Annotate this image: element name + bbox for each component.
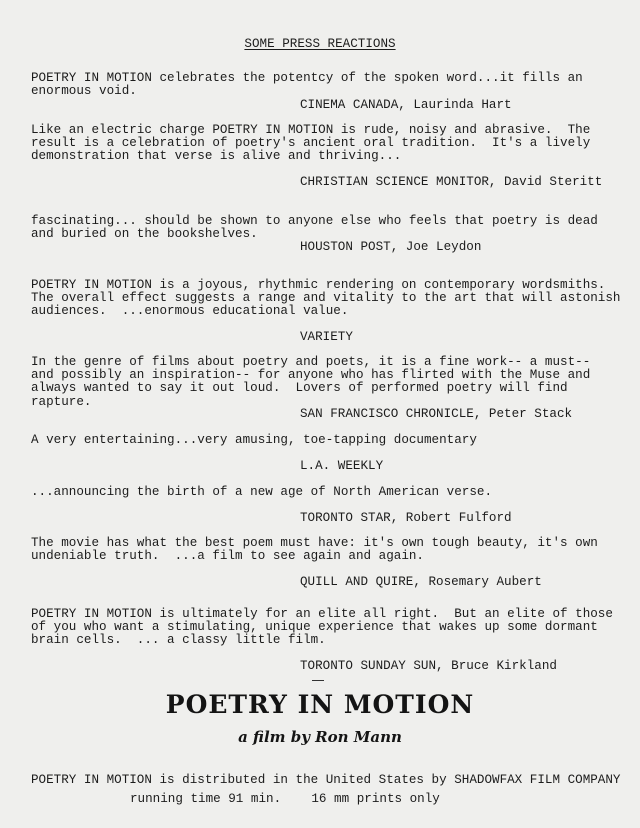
review-source-toronto-sunday-sun: TORONTO SUNDAY SUN, Bruce Kirkland (300, 659, 557, 673)
review-quote-cinema-canada: POETRY IN MOTION celebrates the potentcy of the spoken word...it fills an enormous void. (31, 71, 583, 99)
review-source-sf-chronicle: SAN FRANCISCO CHRONICLE, Peter Stack (300, 407, 573, 421)
runtime-note: running time 91 min. 16 mm prints only (130, 792, 440, 806)
review-source-variety: VARIETY (300, 330, 353, 344)
review-quote-houston-post: fascinating... should be shown to anyone else who feels that poetry is dead and buried on the bookshelves. (31, 214, 598, 242)
review-quote-csm: Like an electric charge POETRY IN MOTION is rude, noisy and abrasive. The result is a celebration of poetry's ancient oral tradition. It's a lively demonstration that verse is alive and thriving... (31, 123, 591, 164)
divider-mark (312, 680, 324, 681)
review-source-toronto-star: TORONTO STAR, Robert Fulford (300, 511, 512, 525)
review-quote-sf-chronicle: In the genre of films about poetry and poets, it is a fine work-- a must-- and possibly an inspiration-- for anyone who has flirted with the Muse and always wanted to say it out loud. Lovers of performed poetry will find rapture. (31, 355, 591, 409)
film-credit: a film by Ron Mann (238, 728, 402, 746)
review-quote-quill-and-quire: The movie has what the best poem must have: it's own tough beauty, it's own undeniable truth. ...a film to see again and again. (31, 536, 598, 564)
review-quote-toronto-sunday-sun: POETRY IN MOTION is ultimately for an elite all right. But an elite of those of you who want a stimulating, unique experience that wakes up some dormant brain cells. ... a classy little film. (31, 607, 613, 648)
film-title: POETRY IN MOTION (165, 690, 475, 719)
review-quote-la-weekly: A very entertaining...very amusing, toe-tapping documentary (31, 433, 477, 447)
review-quote-variety: POETRY IN MOTION is a joyous, rhythmic rendering on contemporary wordsmiths. The overall effect suggests a range and vitality to the art that will astonish audiences. ...enormous educational value. (31, 278, 621, 319)
review-source-csm: CHRISTIAN SCIENCE MONITOR, David Steritt (300, 175, 603, 189)
review-source-houston-post: HOUSTON POST, Joe Leydon (300, 240, 482, 254)
review-source-la-weekly: L.A. WEEKLY (300, 459, 384, 473)
review-source-quill-and-quire: QUILL AND QUIRE, Rosemary Aubert (300, 575, 542, 589)
review-source-cinema-canada: CINEMA CANADA, Laurinda Hart (300, 98, 512, 112)
review-quote-toronto-star: ...announcing the birth of a new age of North American verse. (31, 485, 493, 499)
distribution-note: POETRY IN MOTION is distributed in the United States by SHADOWFAX FILM COMPANY (31, 773, 621, 787)
page-header: SOME PRESS REACTIONS (244, 37, 396, 51)
